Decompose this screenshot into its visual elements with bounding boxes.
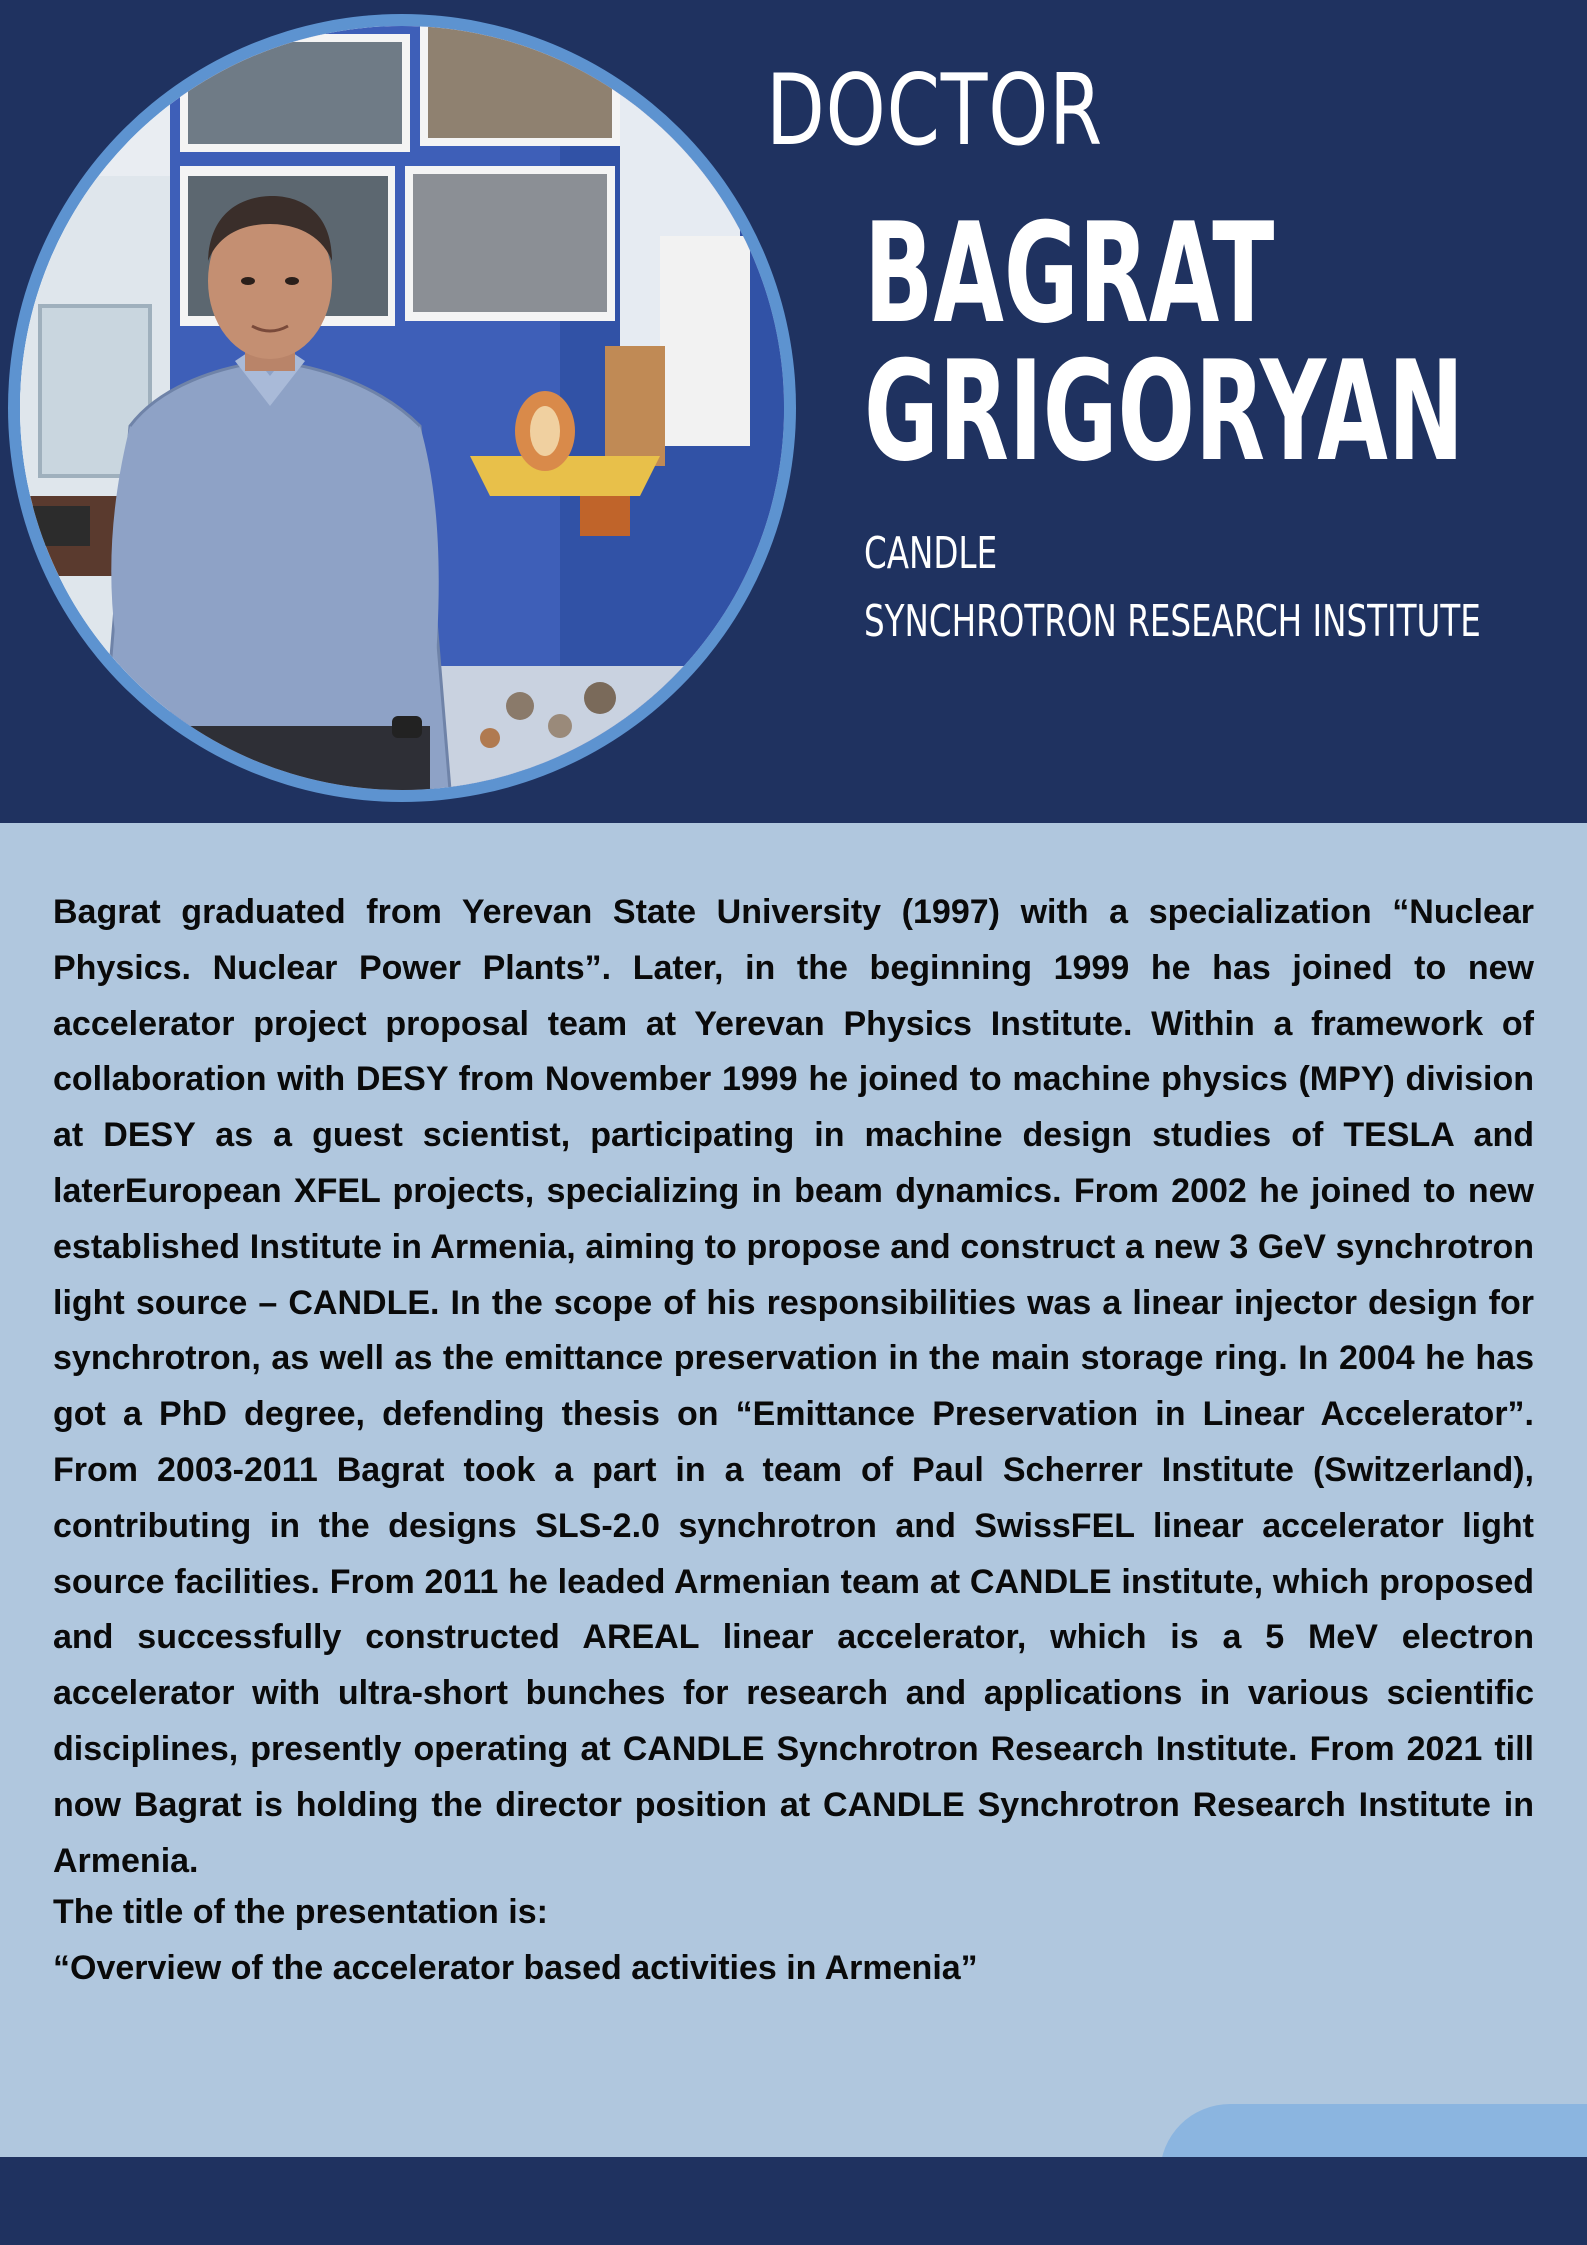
portrait-photo: [20, 26, 784, 790]
first-name: BAGRAT: [864, 193, 1275, 354]
title-doctor: DOCTOR: [766, 54, 1104, 168]
presentation-block: [53, 1885, 1534, 1997]
presentation-title: “Overview of the accelerator based activities in Armenia”: [53, 1948, 978, 1987]
portrait-frame: [8, 14, 796, 802]
last-name: GRIGORYAN: [864, 331, 1465, 492]
biography-paragraph: Bagrat graduated from Yerevan State University (1997) with a specialization “Nuclear Physics. Nuclear Power Plants”. Later, in the beginning 1999 he has joined to new accelerator project proposal team at Yerevan Physics Institute. Within a framework of collaboration with DESY from November 1999 he joined to machine physics (MPY) division at DESY as a guest scientist, participating in machine design studies of TESLA and laterEuropean XFEL projects, specializing in beam dynamics. From 2002 he joined to new established Institute in Armenia, aiming to propose and construct a new 3 GeV synchrotron light source – CANDLE. In the scope of his responsibilities was a linear injector design for synchrotron, as well as the emittance preservation in the main storage ring. In 2004 he has got a PhD degree, defending thesis on “Emittance Preservation in Linear Accelerator”. From 2003-2011 Bagrat took a part in a team of Paul Scherrer Institute (Switzerland), contributing in the designs SLS-2.0 synchrotron and SwissFEL linear accelerator light source facilities. From 2011 he leaded Armenian team at CANDLE institute, which proposed and successfully constructed AREAL linear accelerator, which is a 5 MeV electron accelerator with ultra-short bunches for research and applications in various scientific disciplines, presently operating at CANDLE Synchrotron Research Institute. From 2021 till now Bagrat is holding the director position at CANDLE Synchrotron Research Institute in Armenia.: [53, 893, 1534, 1880]
footer-bar: [0, 2157, 1587, 2245]
affiliation-line-1: CANDLE: [864, 528, 998, 579]
affiliation-line-2: SYNCHROTRON RESEARCH INSTITUTE: [864, 596, 1481, 647]
presentation-intro: The title of the presentation is:: [53, 1893, 548, 1931]
